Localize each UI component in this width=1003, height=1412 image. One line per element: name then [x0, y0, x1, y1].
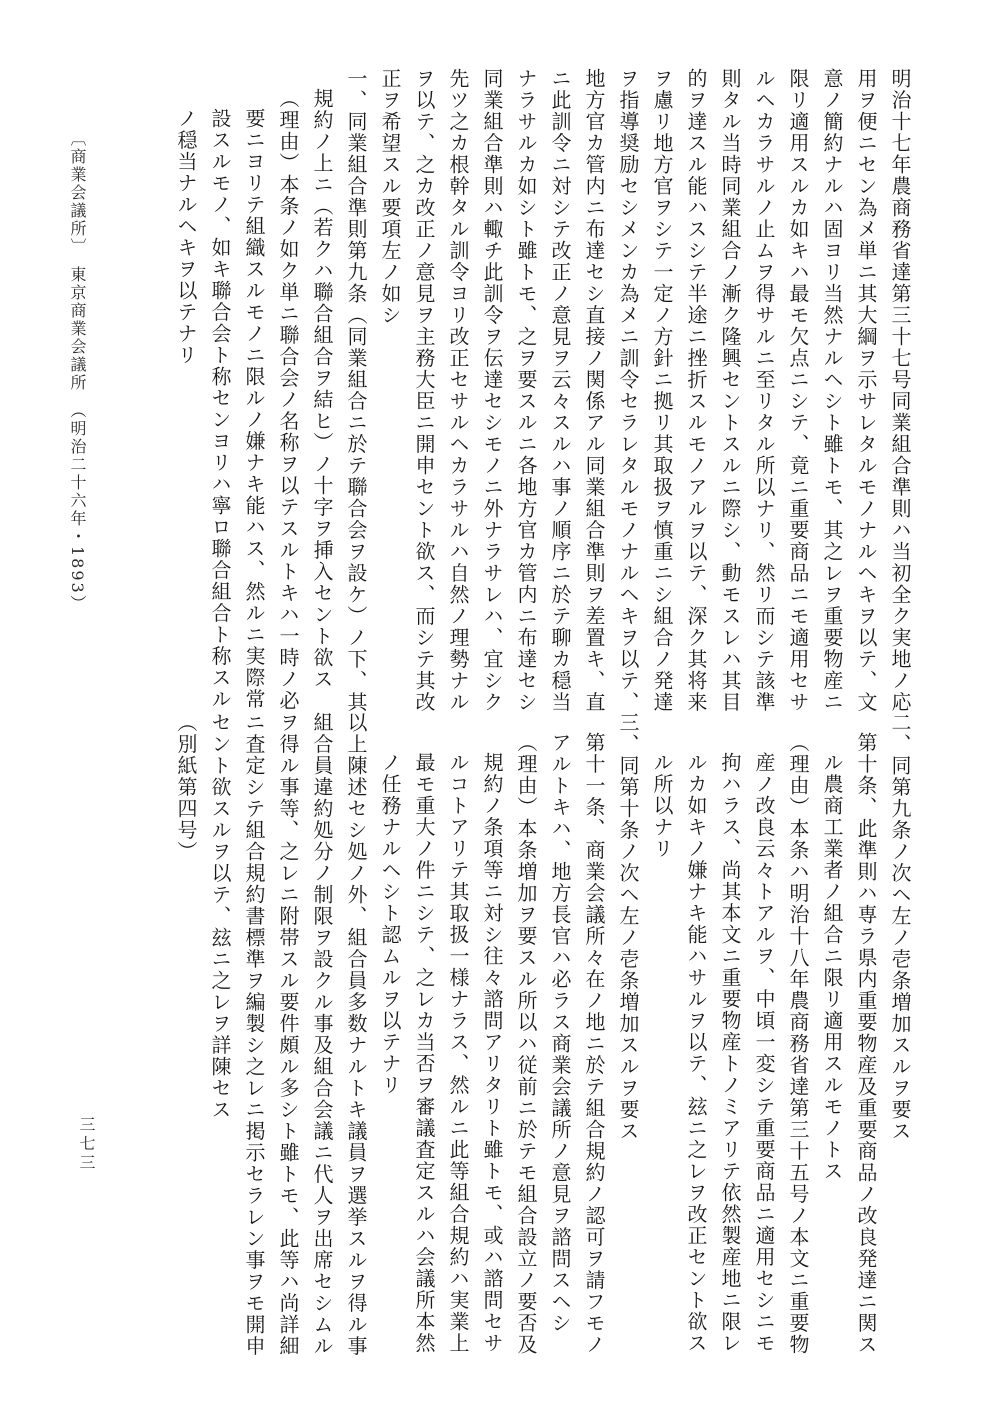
text-line: 同業組合準則ハ輙チ此訓令ヲ伝達セシモノニ外ナラサレハ、宜シク [480, 68, 504, 713]
text-line: 産ノ改良云々トアルヲ、中頃一変シテ重要商品ニ適用セシニモ [752, 752, 776, 1354]
item-heading: 一、同業組合準則第九条（同業組合ニ於テ聯合会ヲ設ケ）ノ下、其 [344, 68, 368, 713]
item-heading: 二、同第九条ノ次ヘ左ノ壱条増加スルヲ要ス [888, 712, 912, 1142]
text-line: ナラサルカ如シト雖トモ、之ヲ要スルニ各地方官カ管内ニ布達セシ [514, 68, 538, 713]
article-line: 第十一条、商業会議所々在ノ地ニ於テ組合規約ノ認可ヲ請フモノ [582, 732, 606, 1356]
text-line: ヲ慮リ地方官ヲシテ一定ノ方針ニ拠リ其取扱ヲ慎重ニシ組合ノ発達 [650, 68, 674, 713]
text-line: 設スルモノ、如キ聯合会ト称センヨリハ寧ロ聯合組合ト称スル [208, 108, 232, 710]
text-line: 拘ハラス、尚其本文ニ重要物産トノミアリテ依然製産地ニ限レ [718, 752, 742, 1354]
text-line: 用ヲ便ニセン為メ単ニ其大綱ヲ示サレタルモノナルヘキヲ以テ、文 [854, 68, 878, 713]
text-line: セント欲スルヲ以テ、玆ニ之レヲ詳陳セス [208, 712, 232, 1121]
text-line: ルコトアリテ其取扱一様ナラス、然ルニ此等組合規約ハ実業上 [446, 752, 470, 1354]
text-line: 先ツ之カ根幹タル訓令ヨリ改正セサルヘカラサルハ自然ノ理勢ナル [446, 68, 470, 713]
text-line: ルカ如キノ嫌ナキ能ハサルヲ以テ、玆ニ之レヲ改正セント欲ス [684, 752, 708, 1354]
article-line: 第十条、此準則ハ専ラ県内重要物産及重要商品ノ改良発達ニ関ス [854, 732, 878, 1356]
text-line: 限リ適用スルカ如キハ最モ欠点ニシテ、竟ニ重要商品ニモ適用セサ [786, 68, 810, 713]
attachment-label: （別紙第四号） [174, 712, 198, 863]
text-line: 的ヲ達スル能ハスシテ半途ニ挫折スルモノアルヲ以テ、深ク其将来 [684, 68, 708, 713]
text-line: ルヘカラサルノ止ムヲ得サルニ至リタル所以ナリ、然リ而シテ該準 [752, 68, 776, 713]
text-line: ニ査定シテ組合規約書標準ヲ編製シ之レニ掲示セラレン事ヲモ開申 [242, 712, 266, 1357]
text-line: ル所以ナリ [650, 752, 674, 860]
text-line: 明治十七年農商務省達第三十七号同業組合準則ハ当初全ク実地ノ応 [888, 68, 912, 713]
text-line: ノ任務ナルヘシト認ムルヲ以テナリ [378, 752, 402, 1096]
reason-line: （理由）本条ノ如ク単ニ聯合会ノ名称ヲ以テスルトキハ一時ノ必 [276, 88, 300, 712]
text-line: 地方官カ管内ニ布達セシ直接ノ関係アル同業組合準則ヲ差置キ、直 [582, 68, 606, 713]
text-line: 最モ重大ノ件ニシテ、之レカ当否ヲ審議査定スルハ会議所本然 [412, 752, 436, 1354]
reason-line: （理由）本条増加ヲ要スル所以ハ従前ニ於テモ組合設立ノ要否及 [514, 732, 538, 1356]
text-line: 意ノ簡約ナルハ固ヨリ当然ナルヘシト雖トモ、其之レヲ重要物産ニ [820, 68, 844, 713]
text-line: ヲ以テ、之カ改正ノ意見ヲ主務大臣ニ開申セント欲ス、而シテ其改 [412, 68, 436, 713]
item-heading: 三、同第十条ノ次ヘ左ノ壱条増加スルヲ要ス [616, 712, 640, 1142]
text-line: アルトキハ、地方長官ハ必ラス商業会議所ノ意見ヲ諮問スヘシ [548, 732, 572, 1334]
page-number: 三七三 [77, 1116, 96, 1173]
text-line: 要ニヨリテ組織スルモノニ限ルノ嫌ナキ能ハス、然ルニ実際常 [242, 108, 266, 710]
source-citation: 〔商業会議所〕 東京商業会議所 （明治二十六年・1893） [68, 130, 87, 613]
reason-line: （理由）本条ハ明治十八年農商務省達第三十五号ノ本文ニ重要物 [786, 732, 810, 1356]
text-line: ヲ得ル事等、之レニ附帯スル要件頗ル多シト雖トモ、此等ハ尚詳細 [276, 712, 300, 1357]
lower-text-block [169, 712, 917, 1357]
text-line: ヲ指導奨励セシメンカ為メニ訓令セラレタルモノナルヘキヲ以テ、 [616, 68, 640, 713]
upper-text-block [169, 68, 917, 713]
text-line: ノ穏当ナルヘキヲ以テナリ [174, 108, 198, 366]
text-line: ニ此訓令ニ対シテ改正ノ意見ヲ云々スルハ事ノ順序ニ於テ聊カ穏当 [548, 68, 572, 713]
text-line: 組合員違約処分ノ制限ヲ設クル事及組合会議ニ代人ヲ出席セシムル [310, 712, 334, 1357]
text-line: 規約ノ上ニ（若クハ聯合組合ヲ結ヒ）ノ十字ヲ挿入セント欲ス [310, 88, 334, 690]
text-line: 以上陳述セシ処ノ外、組合員多数ナルトキ議員ヲ選挙スルヲ得ル事 [344, 712, 368, 1357]
text-line: 正ヲ希望スル要項左ノ如シ [378, 68, 402, 326]
text-line: ル農商工業者ノ組合ニ限リ適用スルモノトス [820, 752, 844, 1182]
text-line: 則タル当時同業組合ノ漸ク隆興セントスルニ際シ、動モスレハ其目 [718, 68, 742, 713]
text-line: 規約ノ条項等ニ対シ往々諮問アリタリト雖トモ、或ハ諮問セサ [480, 752, 504, 1354]
